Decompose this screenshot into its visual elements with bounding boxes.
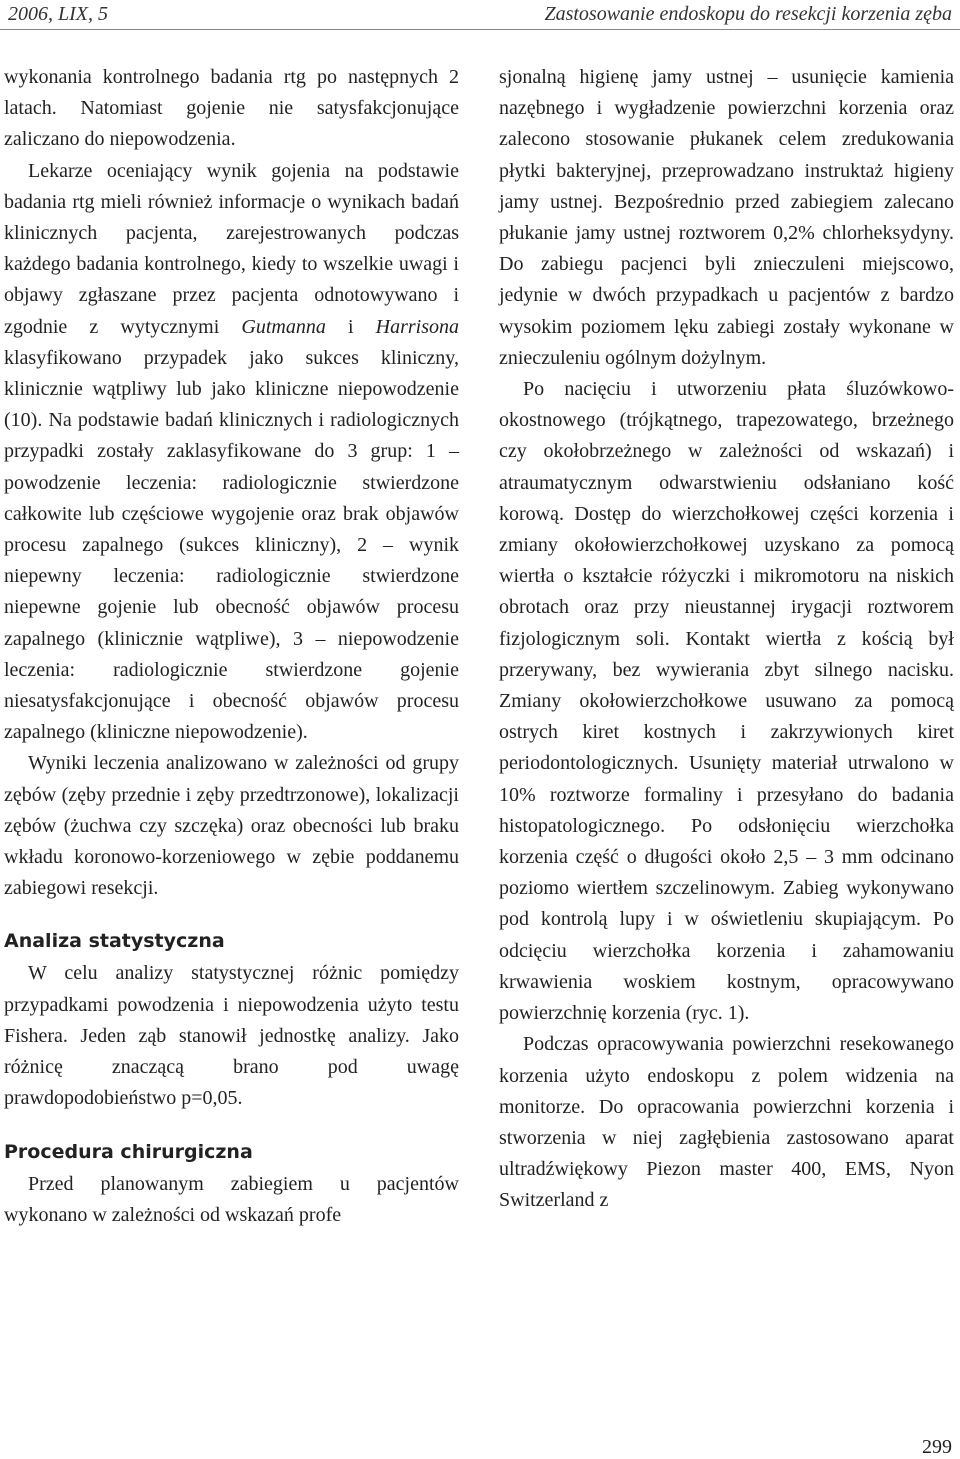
left-column [4, 62, 459, 1231]
author-harrison: Harrisona [375, 315, 460, 338]
paragraph-statistics: W celu analizy statystycznej różnic pomiędzy przypadkami powodzenia i niepowodzenia użyto testu Fishera. Jeden ząb stanowił jednostkę analizy. Jako różnicę znaczącą brano pod uwagę prawdopodobieństwo p=0,05. [4, 962, 459, 1110]
paragraph-surgery: Po nacięciu i utworzeniu płata śluzówkowo-okostnowego (trójkątnego, trapezowatego, brzeżnego czy okołobrzeżnego w zależności od wskazań) i atraumatycznym odwarstwieniu odsłaniano kość korową. Dostęp do wierzchołkowej części korzenia i zmiany okołowierzchołkowej uzyskano za pomocą wiertła o kształcie różyczki i mikromotoru na niskich obrotach oraz przy nieustannej irygacji roztworem fizjologicznym soli. Kontakt wiertła z kością był przerywany, bez wywierania zbyt silnego nacisku. Zmiany okołowierzchołkowe usuwano za pomocą ostrych kiret kostnych i zakrzywionych kiret periodontologicznych. Usunięty materiał utrwalono w 10% roztworze formaliny i przesyłano do badania histopatologicznego. Po odsłonięciu wierzchołka korzenia część o długości około 2,5 – 3 mm odcinano poziomo wiertłem szczelinowym. Zabieg wykonywano pod kontrolą lupy i w oświetleniu skupiającym. Po odcięciu wierzchołka korzenia i zahamowaniu krwawienia woskiem kostnym, opracowywano powierzchnię korzenia (ryc. 1). [499, 378, 954, 1025]
paragraph-text: klasyfikowano przypadek jako sukces kliniczny, klinicznie wątpliwy lub jako kliniczne niepowodzenie (10). Na podstawie badań klinicznych i radiologicznych przypadki zostały zaklasyfikowane do 3 grup: 1 – powodzenie leczenia: radiologicznie stwierdzone całkowite lub częściowe wygojenie oraz brak objawów procesu zapalnego (sukces kliniczny), 2 – wynik niepewny leczenia: radiologicznie stwierdzone niepewne gojenie lub obecność objawów procesu zapalnego (klinicznie wątpliwe), 3 – niepowodzenie leczenia: radiologicznie stwierdzone gojenie niesatysfakcjonujące i obecność objawów procesu zapalnego (kliniczne niepowodzenie). [4, 346, 459, 744]
paragraph-text: Lekarze oceniający wynik gojenia na podstawie badania rtg mieli również informacje o wynikach badań klinicznych pacjenta, zarejestrowanych podczas każdego badania kontrolnego, kiedy to wszelkie uwagi i objawy zgłaszane przez pacjenta odnotowywano i zgodnie z wytycznymi [4, 159, 459, 338]
paragraph-results: Wyniki leczenia analizowano w zależności od grupy zębów (zęby przednie i zęby przedtrzonowe), lokalizacji zębów (żuchwa czy szczęka) oraz obecności lub braku wkładu koronowo-korzeniowego w zębie poddanemu zabiegowi resekcji. [4, 752, 459, 900]
running-title: Zastosowanie endoskopu do resekcji korzenia zęba [544, 3, 952, 25]
journal-issue: 2006, LIX, 5 [8, 3, 108, 25]
paragraph-text: i [325, 315, 376, 338]
paragraph-continuation: wykonania kontrolnego badania rtg po następnych 2 latach. Natomiast gojenie nie satysfakcjonujące zaliczano do niepowodzenia. [4, 66, 459, 151]
right-column [499, 62, 954, 1217]
paragraph-hygiene: sjonalną higienę jamy ustnej – usunięcie kamienia nazębnego i wygładzenie powierzchni korzenia oraz zalecono stosowanie płukanek celem zredukowania płytki bakteryjnej, przeprowadzano instruktaż higieny jamy ustnej. Bezpośrednio przed zabiegiem zalecano płukanie jamy ustnej roztworem 0,2% chlorheksydyny. Do zabiegu pacjenci byli znieczuleni miejscowo, jedynie w dwóch przypadkach u pacjentów z bardzo wysokim poziomem lęku zabiegi zostały wykonane w znieczuleniu ogólnym dożylnym. [499, 66, 954, 369]
paragraph-procedure: Przed planowanym zabiegiem u pacjentów wykonano w zależności od wskazań profe [4, 1172, 459, 1226]
header-divider [0, 29, 960, 30]
author-gutmann: Gutmanna [241, 315, 326, 338]
paragraph-assessment [4, 156, 459, 749]
page-number: 299 [922, 1436, 952, 1458]
section-heading-procedure: Procedura chirurgiczna [4, 1140, 253, 1163]
section-heading-statistics: Analiza statystyczna [4, 930, 225, 953]
running-header [0, 0, 960, 32]
paragraph-endoscope: Podczas opracowywania powierzchni resekowanego korzenia użyto endoskopu z polem widzenia na monitorze. Do opracowania powierzchni korzenia i stworzenia w niej zagłębienia zastosowano aparat ultradźwiękowy Piezon master 400, EMS, Nyon Switzerland z [499, 1033, 954, 1212]
